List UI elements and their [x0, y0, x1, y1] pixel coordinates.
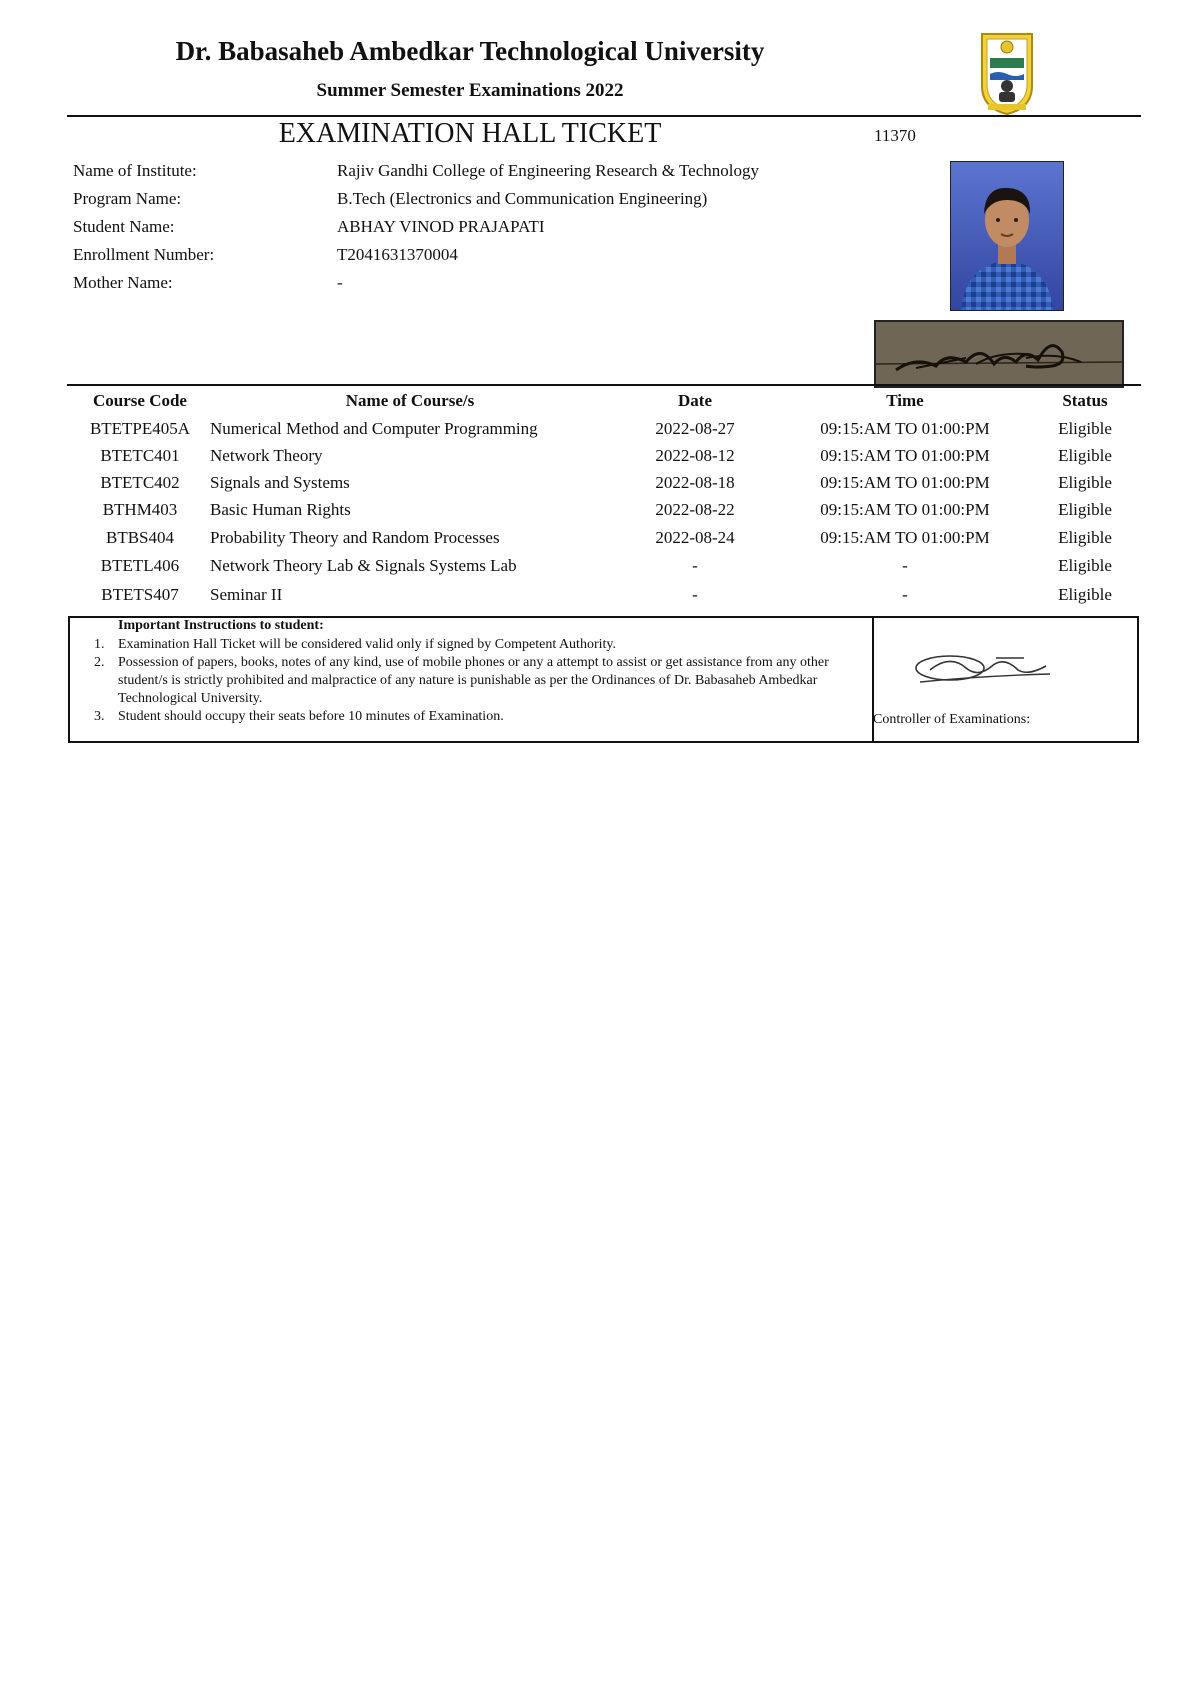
enrollment-label: Enrollment Number: [73, 245, 215, 264]
header-course-code: Course Code [93, 391, 187, 410]
course-date: 2022-08-18 [655, 473, 735, 492]
program-label: Program Name: [73, 189, 182, 208]
course-status: Eligible [1058, 446, 1112, 465]
course-name: Numerical Method and Computer Programming [210, 419, 538, 438]
course-date: - [692, 585, 698, 604]
university-name: Dr. Babasaheb Ambedkar Technological University [175, 36, 765, 66]
course-status: Eligible [1058, 528, 1112, 547]
course-time: 09:15:AM TO 01:00:PM [820, 500, 990, 519]
exam-session: Summer Semester Examinations 2022 [316, 80, 624, 101]
instruction-number: 2. [94, 655, 105, 670]
mother-name-label: Mother Name: [73, 273, 173, 292]
instruction-number: 3. [94, 709, 105, 724]
course-time: - [902, 585, 908, 604]
course-status: Eligible [1058, 500, 1112, 519]
course-date: 2022-08-24 [655, 528, 735, 547]
course-time: - [902, 556, 908, 575]
course-time: 09:15:AM TO 01:00:PM [820, 446, 990, 465]
controller-signature [900, 640, 1070, 696]
instruction-text: Examination Hall Ticket will be considered valid only if signed by Competent Authority. [118, 637, 616, 652]
table-top-rule [67, 384, 1141, 386]
course-code: BTETC401 [100, 446, 180, 465]
instruction-number: 1. [94, 637, 105, 652]
course-name: Signals and Systems [210, 473, 350, 492]
instruction-text: Possession of papers, books, notes of any kind, use of mobile phones or any a attempt to assist or get assistance from any other student/s is strictly prohibited and malpractice of any nature is punishable as per the Ordinances of Dr. Babasaheb Ambedkar Technological University. [118, 655, 829, 706]
course-code: BTBS404 [105, 528, 175, 547]
course-date: 2022-08-22 [655, 500, 735, 519]
course-name: Seminar II [210, 585, 283, 604]
course-date: 2022-08-27 [655, 419, 735, 438]
course-name: Network Theory [210, 446, 323, 465]
student-photo [950, 161, 1064, 311]
student-name-value: ABHAY VINOD PRAJAPATI [337, 217, 545, 236]
header-date: Date [678, 391, 712, 410]
header-rule [67, 115, 1141, 117]
controller-label: Controller of Examinations: [873, 712, 1031, 727]
university-seal-icon [978, 28, 1036, 116]
instruction-item [94, 636, 864, 654]
program-value: B.Tech (Electronics and Communication Engineering) [337, 189, 708, 208]
instruction-item [94, 654, 864, 708]
instruction-item [94, 708, 864, 726]
header-course-name: Name of Course/s [345, 391, 475, 410]
institute-value: Rajiv Gandhi College of Engineering Research & Technology [337, 161, 759, 180]
course-time: 09:15:AM TO 01:00:PM [820, 528, 990, 547]
course-status: Eligible [1058, 585, 1112, 604]
course-code: BTETL406 [100, 556, 180, 575]
course-date: 2022-08-12 [655, 446, 735, 465]
header-time: Time [886, 391, 924, 410]
course-name: Network Theory Lab & Signals Systems Lab [210, 556, 517, 575]
course-code: BTETPE405A [89, 419, 191, 438]
course-status: Eligible [1058, 419, 1112, 438]
course-name: Basic Human Rights [210, 500, 351, 519]
course-code: BTHM403 [102, 500, 178, 519]
ticket-title: EXAMINATION HALL TICKET [278, 118, 662, 149]
instruction-text: Student should occupy their seats before 10 minutes of Examination. [118, 709, 504, 724]
ticket-number: 11370 [874, 126, 916, 145]
course-status: Eligible [1058, 473, 1112, 492]
institute-label: Name of Institute: [73, 161, 197, 180]
course-code: BTETC402 [100, 473, 180, 492]
course-code: BTETS407 [101, 585, 179, 604]
course-name: Probability Theory and Random Processes [210, 528, 500, 547]
mother-name-value: - [337, 273, 343, 292]
header-status: Status [1062, 391, 1108, 410]
course-time: 09:15:AM TO 01:00:PM [820, 473, 990, 492]
instructions-heading: Important Instructions to student: [118, 618, 324, 633]
course-time: 09:15:AM TO 01:00:PM [820, 419, 990, 438]
course-date: - [692, 556, 698, 575]
student-signature [874, 320, 1124, 388]
course-status: Eligible [1058, 556, 1112, 575]
enrollment-value: T2041631370004 [337, 245, 458, 264]
student-name-label: Student Name: [73, 217, 175, 236]
